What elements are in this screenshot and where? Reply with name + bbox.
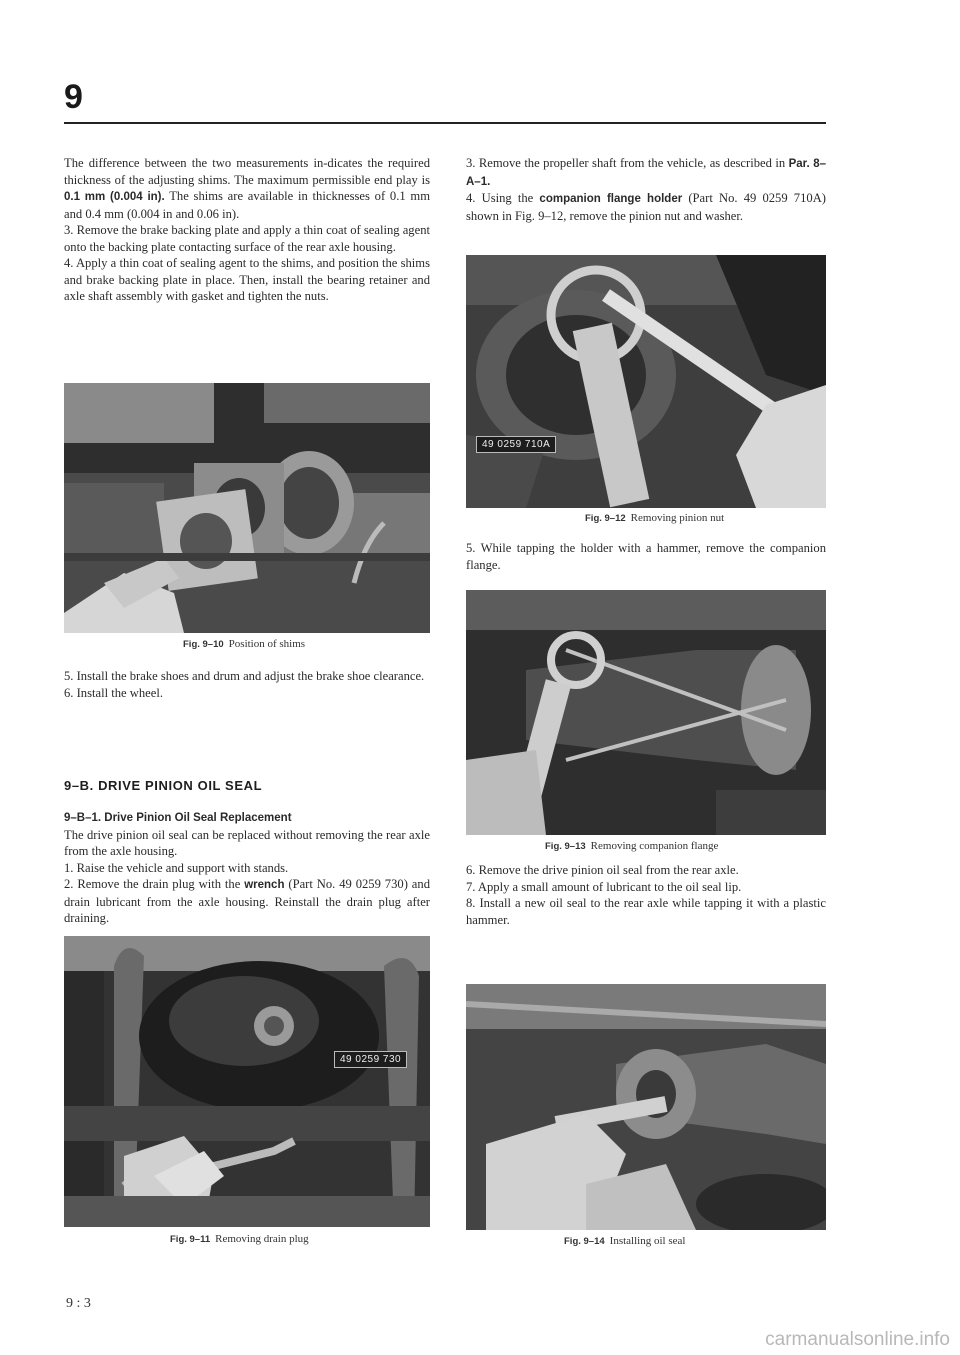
step-6-left: 6. Install the wheel. bbox=[64, 685, 163, 700]
step-3: 3. Remove the brake backing plate and apply a thin coat of sealing agent onto the backing plate contacting surface of the rear axle housing. bbox=[64, 223, 430, 254]
right-text-block-2 bbox=[466, 540, 826, 573]
left-text-block-1 bbox=[64, 155, 430, 305]
figure-9-10-caption: Fig. 9–10 Position of shims bbox=[183, 638, 306, 650]
step-1-left: 1. Raise the vehicle and support with stands. bbox=[64, 860, 289, 875]
paragraph-end-play: The difference between the two measurements in-dicates the required thickness of the adjusting shims. The maximum permissible end play is 0.1 mm (0.004 in). The shims are available in thicknesses of 0.1 mm and 0.4 mm (0.004 in and 0.06 in). bbox=[64, 156, 430, 221]
figure-9-12-photo bbox=[466, 255, 826, 508]
figure-9-11-caption: Fig. 9–11 Removing drain plug bbox=[170, 1233, 309, 1245]
subheading: 9–B–1. Drive Pinion Oil Seal Replacement bbox=[64, 812, 292, 824]
right-text-block-3 bbox=[466, 862, 826, 928]
step-2-left: 2. Remove the drain plug with the wrench (Part No. 49 0259 730) and drain lubricant from the axle housing. Reinstall the drain plug after draining. bbox=[64, 877, 430, 925]
step-8-right: 8. Install a new oil seal to the rear axle while tapping it with a plastic hammer. bbox=[466, 896, 826, 927]
step-6-right: 6. Remove the drive pinion oil seal from the rear axle. bbox=[466, 863, 739, 877]
left-text-block-2 bbox=[64, 668, 430, 701]
step-5-left: 5. Install the brake shoes and drum and adjust the brake shoe clearance. bbox=[64, 669, 425, 683]
figure-9-10-photo bbox=[64, 383, 430, 633]
figure-9-14-photo bbox=[466, 984, 826, 1230]
step-5-right: 5. While tapping the holder with a hammer, remove the companion flange. bbox=[466, 541, 826, 572]
figure-9-12-caption: Fig. 9–12 Removing pinion nut bbox=[585, 512, 725, 524]
footer-watermark: carmanualsonline.info bbox=[765, 1329, 950, 1350]
step-3-right: 3. Remove the propeller shaft from the vehicle, as described in Par. 8–A–1. bbox=[466, 156, 826, 188]
figure-9-14-caption: Fig. 9–14 Installing oil seal bbox=[564, 1235, 686, 1247]
figure-9-11-photo bbox=[64, 936, 430, 1227]
tool-label-49-0259-710a: 49 0259 710A bbox=[476, 436, 556, 453]
figure-9-13-photo bbox=[466, 590, 826, 835]
intro-paragraph: The drive pinion oil seal can be replaced without removing the rear axle from the axle housing. bbox=[64, 827, 430, 858]
step-7-right: 7. Apply a small amount of lubricant to the oil seal lip. bbox=[466, 879, 742, 894]
left-text-block-3 bbox=[64, 810, 430, 927]
header-rule bbox=[64, 122, 826, 124]
right-text-block-1 bbox=[466, 155, 826, 224]
tool-label-49-0259-730: 49 0259 730 bbox=[334, 1051, 407, 1068]
step-4-right: 4. Using the companion flange holder (Part No. 49 0259 710A) shown in Fig. 9–12, remove the pinion nut and washer. bbox=[466, 191, 826, 223]
step-4: 4. Apply a thin coat of sealing agent to the shims, and position the shims and brake backing plate in place. Then, install the bearing retainer and axle shaft assembly with gasket and tighten the nuts. bbox=[64, 256, 430, 303]
figure-9-13-caption: Fig. 9–13 Removing companion flange bbox=[545, 840, 719, 852]
section-heading: 9–B. DRIVE PINION OIL SEAL bbox=[64, 778, 263, 793]
page-number: 9 : 3 bbox=[66, 1296, 91, 1311]
chapter-number: 9 bbox=[64, 78, 83, 116]
